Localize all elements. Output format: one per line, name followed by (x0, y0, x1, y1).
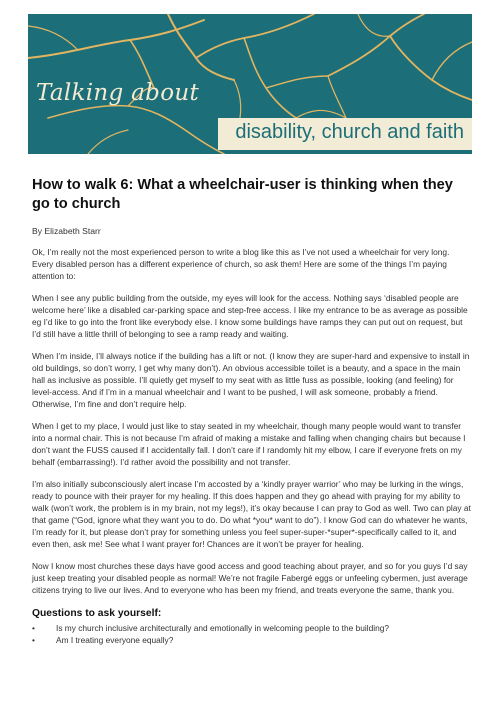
banner-subtitle-bar (28, 118, 472, 150)
bullet-icon: • (32, 622, 35, 633)
paragraph-seating: When I get to my place, I would just like to stay seated in my wheelchair, though many people would want to transfer into a normal chair. This is not because I’m afraid of making a mistake and falling when changing chairs but because I don’t want the FUSS caused if I accidentally fall. I don’t care if I randomly hit my elbow, I care if everyone frets on my behalf (embarrassing!). I’d rather avoid the possibility and not transfer. (32, 420, 466, 467)
question-text: Am I treating everyone equally? (56, 634, 174, 645)
paragraph-prayer: I’m also initially subconsciously alert incase I’m accosted by a ‘kindly prayer warrior’ who may be lurking in the wings, ready to pounce with their prayer for my healing. If this does happen and they go ahead with praying for my ability to walk (won’t work, the problem is in my brain, not my legs!), it’s okay because I can pray to God as well. Two can play at that game (“God, ignore what they want you to do. Do what *you* want to do”). I know God can do whatever he wants, I’m ready for it, but please don’t pray for something unless you feel super-super-*super*-specifically called to it, and even then, ask me! See what I want prayer for! Chances are it won’t be prayer for healing. (32, 478, 471, 549)
banner-script-title: Talking about (36, 80, 200, 106)
article-byline: By Elizabeth Starr (32, 226, 101, 236)
banner-subtitle: disability, church and faith (235, 121, 464, 143)
paragraph-intro: Ok, I’m really not the most experienced person to write a blog like this as I’ve not used a wheelchair for very long. Every disabled person has a different experience of church, so ask them! Here are some of the things I’m paying attention to: (32, 247, 450, 282)
question-text: Is my church inclusive architecturally and emotionally in welcoming people to the building? (56, 622, 389, 633)
article-body (32, 176, 472, 646)
article-title: How to walk 6: What a wheelchair-user is thinking when they go to church (32, 177, 453, 212)
questions-heading: Questions to ask yourself: (32, 607, 162, 619)
list-item (32, 622, 472, 634)
paragraph-outside-access: When I see any public building from the outside, my eyes will look for the access. Nothing says ‘disabled people are welcome here’ like a disabled car-parking space and step-free access. I like my entrance to be as average as possible eg I’d like to go into the front like everybody else. I know some buildings have ramps they can put out on request, but I’d still have a little thrill of belonging to see a ramp ready and waiting. (32, 292, 468, 340)
header-banner (28, 14, 472, 154)
paragraph-inside: When I’m inside, I’ll always notice if the building has a lift or not. (I know they are super-hard and expensive to install in old buildings, so don’t worry, I get why many don’t). An obvious accessible toilet is a beauty, and a space in the main hall as inclusive as possible. I’ll quietly get myself to my seat with as little fuss as possible, looking (and feeling) for level-access. And if I’m in a manual wheelchair and I want to be pushed, I will ask someone, probably a friend. Otherwise, I’m fine and don’t require help. (32, 350, 470, 410)
questions-list (32, 622, 472, 646)
bullet-icon: • (32, 634, 35, 645)
list-item (32, 634, 472, 646)
paragraph-closing: Now I know most churches these days have good access and good teaching about prayer, and so for you guys I’d say just keep treating your disabled people as normal! We’re not fragile Fabergé eggs or unfeeling cybermen, just average citizens trying to live our lives. And to everyone who has been my friend, and treats everyone the same, thank you. (32, 560, 468, 595)
